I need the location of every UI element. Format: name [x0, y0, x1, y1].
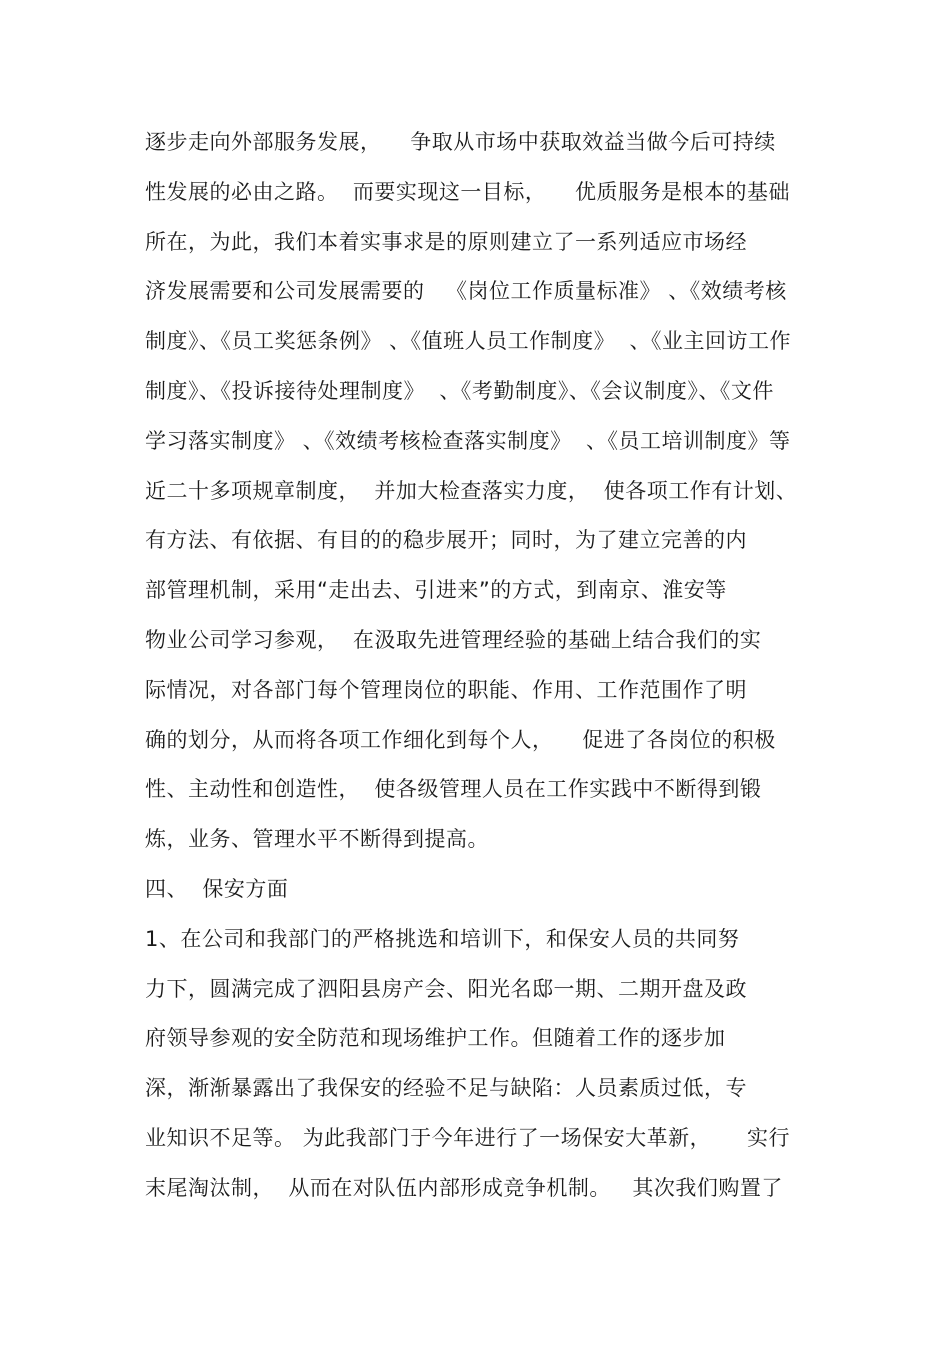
text-line: 确的划分，从而将各项工作细化到每个人， 促进了各岗位的积极 [145, 727, 776, 752]
text-line: 力下，圆满完成了泗阳县房产会、阳光名邸一期、二期开盘及政 [145, 976, 747, 1001]
text-line: 1、在公司和我部门的严格挑选和培训下，和保安人员的共同努 [145, 926, 740, 951]
text-line: 性、主动性和创造性， 使各级管理人员在工作实践中不断得到锻 [145, 777, 762, 802]
text-line: 学习落实制度》 、《效绩考核检查落实制度》 、《员工培训制度》等 [145, 428, 791, 453]
document-body [145, 122, 825, 1218]
text-line: 业知识不足等。 为此我部门于今年进行了一场保安大革新， 实行 [145, 1125, 791, 1150]
text-line: 际情况，对各部门每个管理岗位的职能、作用、工作范围作了明 [145, 677, 747, 702]
section-heading: 四、 保安方面 [145, 876, 289, 901]
text-line: 逐步走向外部服务发展， 争取从市场中获取效益当做今后可持续 [145, 130, 776, 154]
text-line: 深，渐渐暴露出了我保安的经验不足与缺陷：人员素质过低，专 [145, 1076, 747, 1101]
text-line: 性发展的必由之路。 而要实现这一目标， 优质服务是根本的基础 [145, 179, 791, 204]
text-line: 制度》、《员工奖惩条例》 、《值班人员工作制度》 、《业主回访工作 [145, 329, 792, 354]
text-line: 府领导参观的安全防范和现场维护工作。但随着工作的逐步加 [145, 1026, 726, 1051]
text-line: 炼，业务、管理水平不断得到提高。 [145, 827, 489, 852]
text-line: 所在，为此，我们本着实事求是的原则建立了一系列适应市场经 [145, 229, 747, 254]
text-line: 末尾淘汰制， 从而在对队伍内部形成竞争机制。 其次我们购置了 [145, 1175, 783, 1200]
text-line: 近二十多项规章制度， 并加大检查落实力度， 使各项工作有计划、 [145, 478, 798, 503]
text-line: 制度》、《投诉接待处理制度》 、《考勤制度》、《会议制度》、《文件 [145, 378, 774, 403]
text-line: 有方法、有依据、有目的的稳步展开；同时，为了建立完善的内 [145, 528, 747, 553]
text-line: 济发展需要和公司发展需要的 《岗位工作质量标准》 、《效绩考核 [145, 279, 787, 304]
text-line: 部管理机制，采用“走出去、引进来”的方式，到南京、淮安等 [145, 578, 727, 603]
text-line: 物业公司学习参观， 在汲取先进管理经验的基础上结合我们的实 [145, 627, 762, 652]
